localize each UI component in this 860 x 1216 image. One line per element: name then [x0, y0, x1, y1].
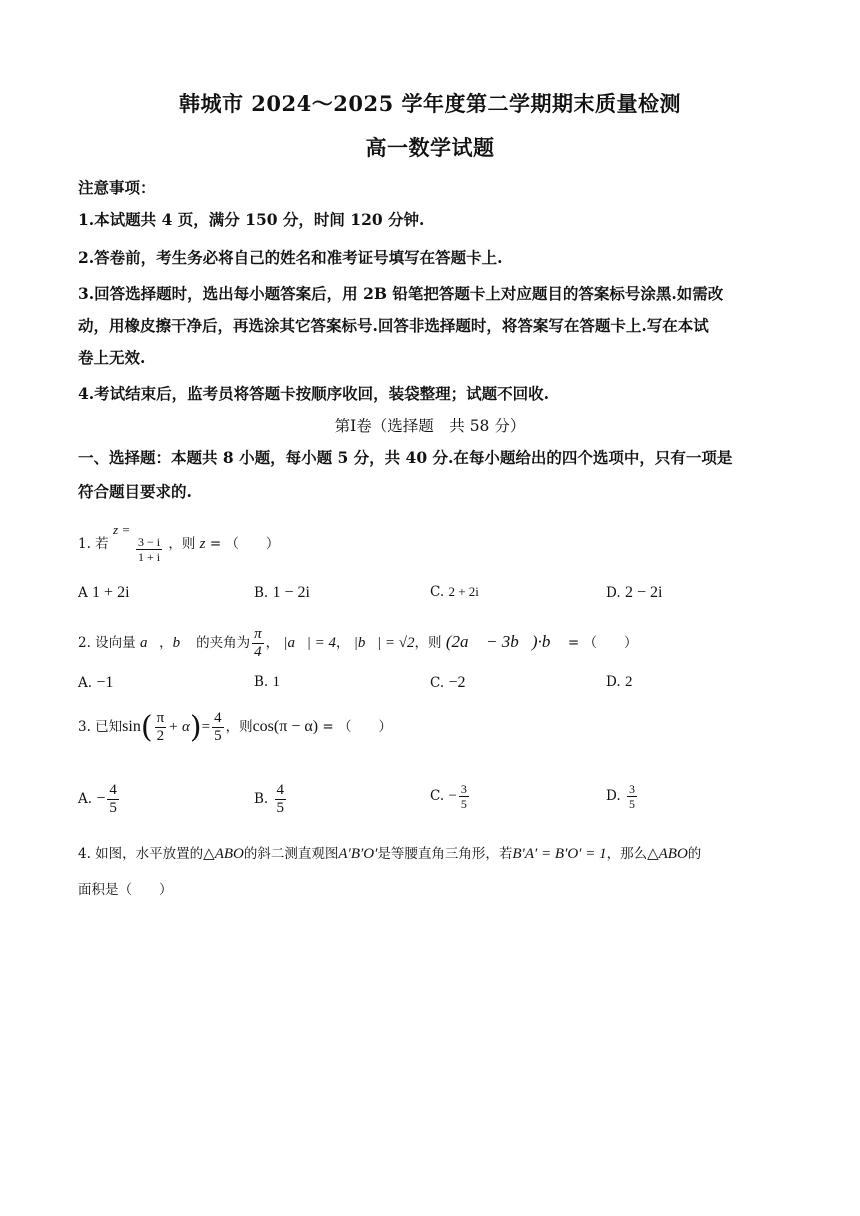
q2-tail: = （ ）	[567, 635, 638, 651]
q3-value-den: 5	[214, 728, 222, 744]
q3-option-c-fraction	[459, 782, 469, 811]
q2-option-a-value: −1	[96, 674, 114, 691]
q3-option-a-label: A.	[78, 791, 93, 807]
q4-text-c: 是等腰直角三角形，若	[377, 846, 513, 862]
part-instructions-2: 符合题目要求的.	[78, 482, 192, 501]
q2-option-c-value: −2	[448, 674, 466, 691]
q2-angle-text: 的夹角为	[196, 635, 251, 651]
q3-option-d-label: D.	[606, 788, 621, 804]
q3-value-num: 4	[214, 710, 222, 726]
q3-tail: = （ ）	[322, 719, 392, 735]
q3-option-d-den: 5	[628, 797, 635, 811]
exam-title: 韩城市 2024～2025 学年度第二学期期末质量检测	[178, 91, 681, 116]
question-4-line-1	[78, 842, 701, 863]
q1-option-c	[430, 584, 479, 600]
q4-triangle-1: △ABO	[203, 846, 244, 862]
q1-option-b-value: 1 − 2i	[272, 584, 310, 601]
q4-triangle-3: △ABO	[647, 846, 688, 862]
q1-denominator: 1 + i	[137, 550, 161, 564]
q3-option-a-num: 4	[109, 782, 117, 798]
q3-option-c-den: 5	[460, 797, 467, 811]
q1-option-b-label: B.	[254, 585, 269, 601]
q3-option-d-fraction	[627, 782, 637, 811]
q1-numerator: 3 − i	[137, 535, 161, 549]
q4-text-e: 的	[687, 846, 702, 862]
q2-cond-2: |b⃗| = √2	[353, 635, 415, 651]
q1-fraction	[136, 535, 162, 564]
q3-option-c	[430, 782, 471, 811]
q1-option-b	[254, 584, 310, 602]
q1-z: z	[112, 522, 119, 537]
q3-option-d-num: 3	[628, 782, 635, 796]
q2-option-b-label: B.	[254, 674, 269, 690]
q2-option-d-value: 2	[624, 674, 633, 690]
q1-mid: ，则	[168, 536, 196, 552]
q3-prefix: 3. 已知	[78, 719, 123, 735]
q2-vector-a: a⃗	[139, 635, 160, 651]
q2-prefix: 2. 设向量	[78, 635, 136, 651]
q2-angle-den: 4	[254, 644, 262, 660]
note-line-6: 4.考试结束后，监考员将答题卡按顺序收回，装袋整理；试题不回收.	[78, 384, 550, 403]
q4-triangle-2: A′B′O′	[338, 846, 378, 862]
q2-option-d-label: D.	[606, 674, 621, 690]
question-2: 2. 设向量 a⃗，b⃗ 的夹角为 $\frac{\pi}{4}$ ， |a⃗| = 4， |b⃗| = √2，则 (2a⃗ − 3b⃗)·b⃗ = （ ）	[78, 626, 638, 660]
q3-pi-over-2	[155, 710, 167, 745]
q1-option-a	[78, 584, 130, 602]
q1-z2: z	[199, 536, 206, 552]
q3-option-a-den: 5	[109, 800, 117, 816]
q2-option-c	[430, 674, 465, 692]
q1-eq: =	[122, 522, 130, 537]
q4-text-a: 4. 如图，水平放置的	[78, 846, 204, 862]
note-line-5: 卷上无效.	[78, 348, 146, 367]
q2-then: ，则	[414, 635, 442, 651]
exam-subtitle: 高一数学试题	[365, 135, 495, 160]
note-line-1: 1.本试题共 4 页，满分 150 分，时间 120 分钟.	[78, 210, 425, 229]
q4-text-d: ，那么	[606, 846, 648, 862]
q4-condition: B′A′ = B′O′ = 1	[512, 846, 607, 862]
q2-expression: (2a⃗ − 3b⃗)·b⃗	[445, 632, 564, 651]
q2-cond-1: |a⃗| = 4	[283, 635, 336, 651]
note-line-2: 2.答卷前，考生务必将自己的姓名和准考证号填写在答题卡上.	[78, 248, 503, 267]
q1-option-d	[606, 584, 662, 602]
q3-option-d	[606, 782, 639, 811]
q3-option-b-fraction	[275, 782, 287, 817]
q2-sep: ，	[159, 635, 173, 651]
part-instructions-1: 一、选择题：本题共 8 小题，每小题 5 分，共 40 分.在每小题给出的四个选项中，只有一项是	[78, 448, 733, 467]
q2-angle-num: π	[254, 626, 262, 642]
question-1	[78, 522, 279, 564]
q3-sin: sin	[122, 718, 141, 735]
q3-option-a-sign: −	[96, 790, 106, 807]
q3-option-c-sign: −	[448, 788, 457, 804]
q3-value-fraction	[212, 710, 224, 745]
q3-option-c-num: 3	[460, 782, 467, 796]
q3-plus-alpha: + α	[168, 719, 190, 735]
q3-option-c-label: C.	[430, 788, 445, 804]
q2-vector-b: b⃗	[172, 635, 192, 651]
q4-text-b: 的斜二测直观图	[243, 846, 339, 862]
q3-eq: =	[201, 719, 211, 735]
note-line-4: 动，用橡皮擦干净后，再选涂其它答案标号.回答非选择题时，将答案写在答题卡上.写在本试	[78, 316, 709, 335]
q2-option-a	[78, 674, 113, 692]
question-4-line-2: 面积是（ ）	[78, 882, 173, 898]
q2-option-b	[254, 674, 280, 691]
q1-option-c-value: 2 + 2i	[448, 584, 479, 599]
q3-option-b-label: B.	[254, 791, 269, 807]
q3-two: 2	[156, 728, 165, 744]
question-3: 3. 已知sin( $\frac{\pi}{2}$ + α)= $\frac{4}{5}$ ，则cos(π − α) = （ ）	[78, 710, 392, 745]
q1-option-d-label: D.	[606, 585, 621, 601]
volume-title: 第Ⅰ卷（选择题 共 58 分）	[334, 417, 526, 435]
q1-option-a-label: A	[78, 585, 88, 601]
q3-option-a-fraction	[107, 782, 119, 817]
q2-option-b-value: 1	[272, 674, 281, 690]
q3-option-a	[78, 782, 121, 817]
q1-option-a-value: 1 + 2i	[92, 584, 130, 601]
q1-tail: = （ ）	[209, 536, 280, 552]
q2-angle-fraction	[252, 626, 264, 661]
notes-heading: 注意事项：	[78, 178, 156, 197]
q3-option-b	[254, 782, 288, 817]
q3-pi: π	[156, 710, 165, 726]
note-line-3: 3.回答选择题时，选出每小题答案后，用 2B 铅笔把答题卡上对应题目的答案标号涂黑.如需改	[78, 284, 724, 303]
q2-option-d	[606, 674, 632, 691]
q3-option-b-num: 4	[276, 782, 285, 798]
q3-option-b-den: 5	[276, 800, 285, 816]
q1-option-d-value: 2 − 2i	[624, 584, 663, 601]
q1-prefix: 1. 若	[78, 536, 109, 552]
q1-option-c-label: C.	[430, 584, 445, 600]
q3-then: ，则	[225, 719, 253, 735]
q2-option-a-label: A.	[78, 675, 93, 691]
q3-cos-expression: cos(π − α)	[252, 718, 319, 735]
q2-option-c-label: C.	[430, 675, 445, 691]
